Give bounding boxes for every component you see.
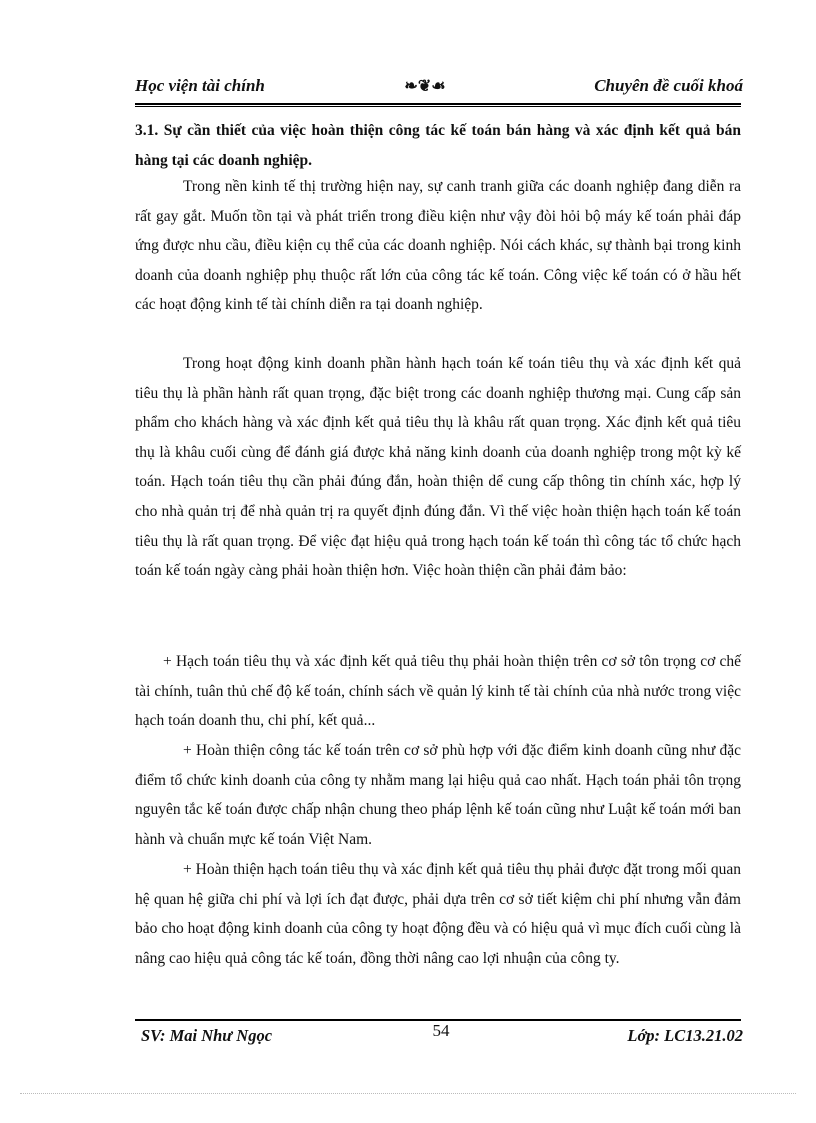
header-report-title: Chuyên đề cuối khoá — [594, 76, 743, 95]
page-edge-divider — [20, 1093, 796, 1094]
header-rule — [135, 103, 741, 105]
paragraph-4: + Hoàn thiện công tác kế toán trên cơ sở phù hợp với đặc điểm kinh doanh cũng như đặc điểm tổ chức kinh doanh của công ty nhằm mang lại hiệu quả cao nhất. Hạch toán phải tôn trọng nguyên tắc kế toán được chấp nhận chung theo pháp lệnh kế toán cũng như Luật kế toán mới ban hành và chuẩn mực kế toán Việt Nam. — [135, 742, 741, 848]
paragraph-2: Trong hoạt động kinh doanh phần hành hạch toán kế toán tiêu thụ và xác định kết quả tiêu thụ là phần hành rất quan trọng, đặc biệt trong các doanh nghiệp thương mại. Cung cấp sản phẩm cho khách hàng và xác định kết quả tiêu thụ là khâu rất quan trọng. Xác định kết quả tiêu thụ là khâu cuối cùng để đánh giá được khả năng kinh doanh của doanh nghiệp trong một kỳ kế toán. Hạch toán tiêu thụ cần phải đúng đắn, hoàn thiện dể cung cấp thông tin chính xác, hợp lý cho nhà quản trị để nhà quản trị ra quyết định đúng đắn. Vì thế việc hoàn thiện hạch toán kế toán tiêu thụ là rất quan trọng. Để việc đạt hiệu quả trong hạch toán kế toán thì công tác tổ chức hạch toán kế toán ngày càng phải hoàn thiện hơn. Việc hoàn thiện cần phải đảm bảo: — [135, 355, 741, 580]
paragraph-1: Trong nền kinh tế thị trường hiện nay, sự canh tranh giữa các doanh nghiệp đang diễn ra rất gay gắt. Muốn tồn tại và phát triển trong điều kiện như vậy đòi hỏi bộ máy kế toán phải đáp ứng được nhu cầu, điều kiện cụ thể của các doanh nghiệp. Nói cách khác, sự thành bại trong kinh doanh của doanh nghiệp phụ thuộc rất lớn của công tác kế toán. Công việc kế toán có ở hầu hết các hoạt động kinh tế tài chính diễn ra tại doanh nghiệp. — [135, 178, 741, 314]
section-heading: 3.1. Sự cần thiết của việc hoàn thiện công tác kế toán bán hàng và xác định kết quả bán hàng tại các doanh nghiệp. — [135, 122, 741, 169]
header-rule-thin — [135, 106, 741, 107]
paragraph-3: + Hạch toán tiêu thụ và xác định kết quả tiêu thụ phải hoàn thiện trên cơ sở tôn trọng cơ chế tài chính, tuân thủ chế độ kế toán, chính sách về quản lý kinh tế tài chính của nhà nước trong việc hạch toán doanh thu, chi phí, kết quả... — [135, 653, 741, 730]
page-footer — [135, 1022, 743, 1052]
header-ornament: ❧❦☙ — [404, 78, 446, 95]
footer-student: SV: Mai Như Ngọc — [141, 1026, 273, 1045]
page-header — [135, 76, 743, 102]
footer-class: Lớp: LC13.21.02 — [627, 1026, 743, 1045]
header-institution: Học viện tài chính — [135, 76, 265, 95]
page-number: 54 — [432, 1021, 450, 1040]
paragraph-5: + Hoàn thiện hạch toán tiêu thụ và xác định kết quả tiêu thụ phải được đặt trong mối quan hệ quan hệ giữa chi phí và lợi ích đạt được, phải dựa trên cơ sở tiết kiệm chi phí nhưng vẫn đảm bảo cho hoạt động kinh doanh của công ty hoạt động đều và có hiệu quả vì mục đích cuối cùng là nâng cao hiệu quả công tác kế toán, đồng thời nâng cao lợi nhuận của công ty. — [135, 861, 741, 967]
